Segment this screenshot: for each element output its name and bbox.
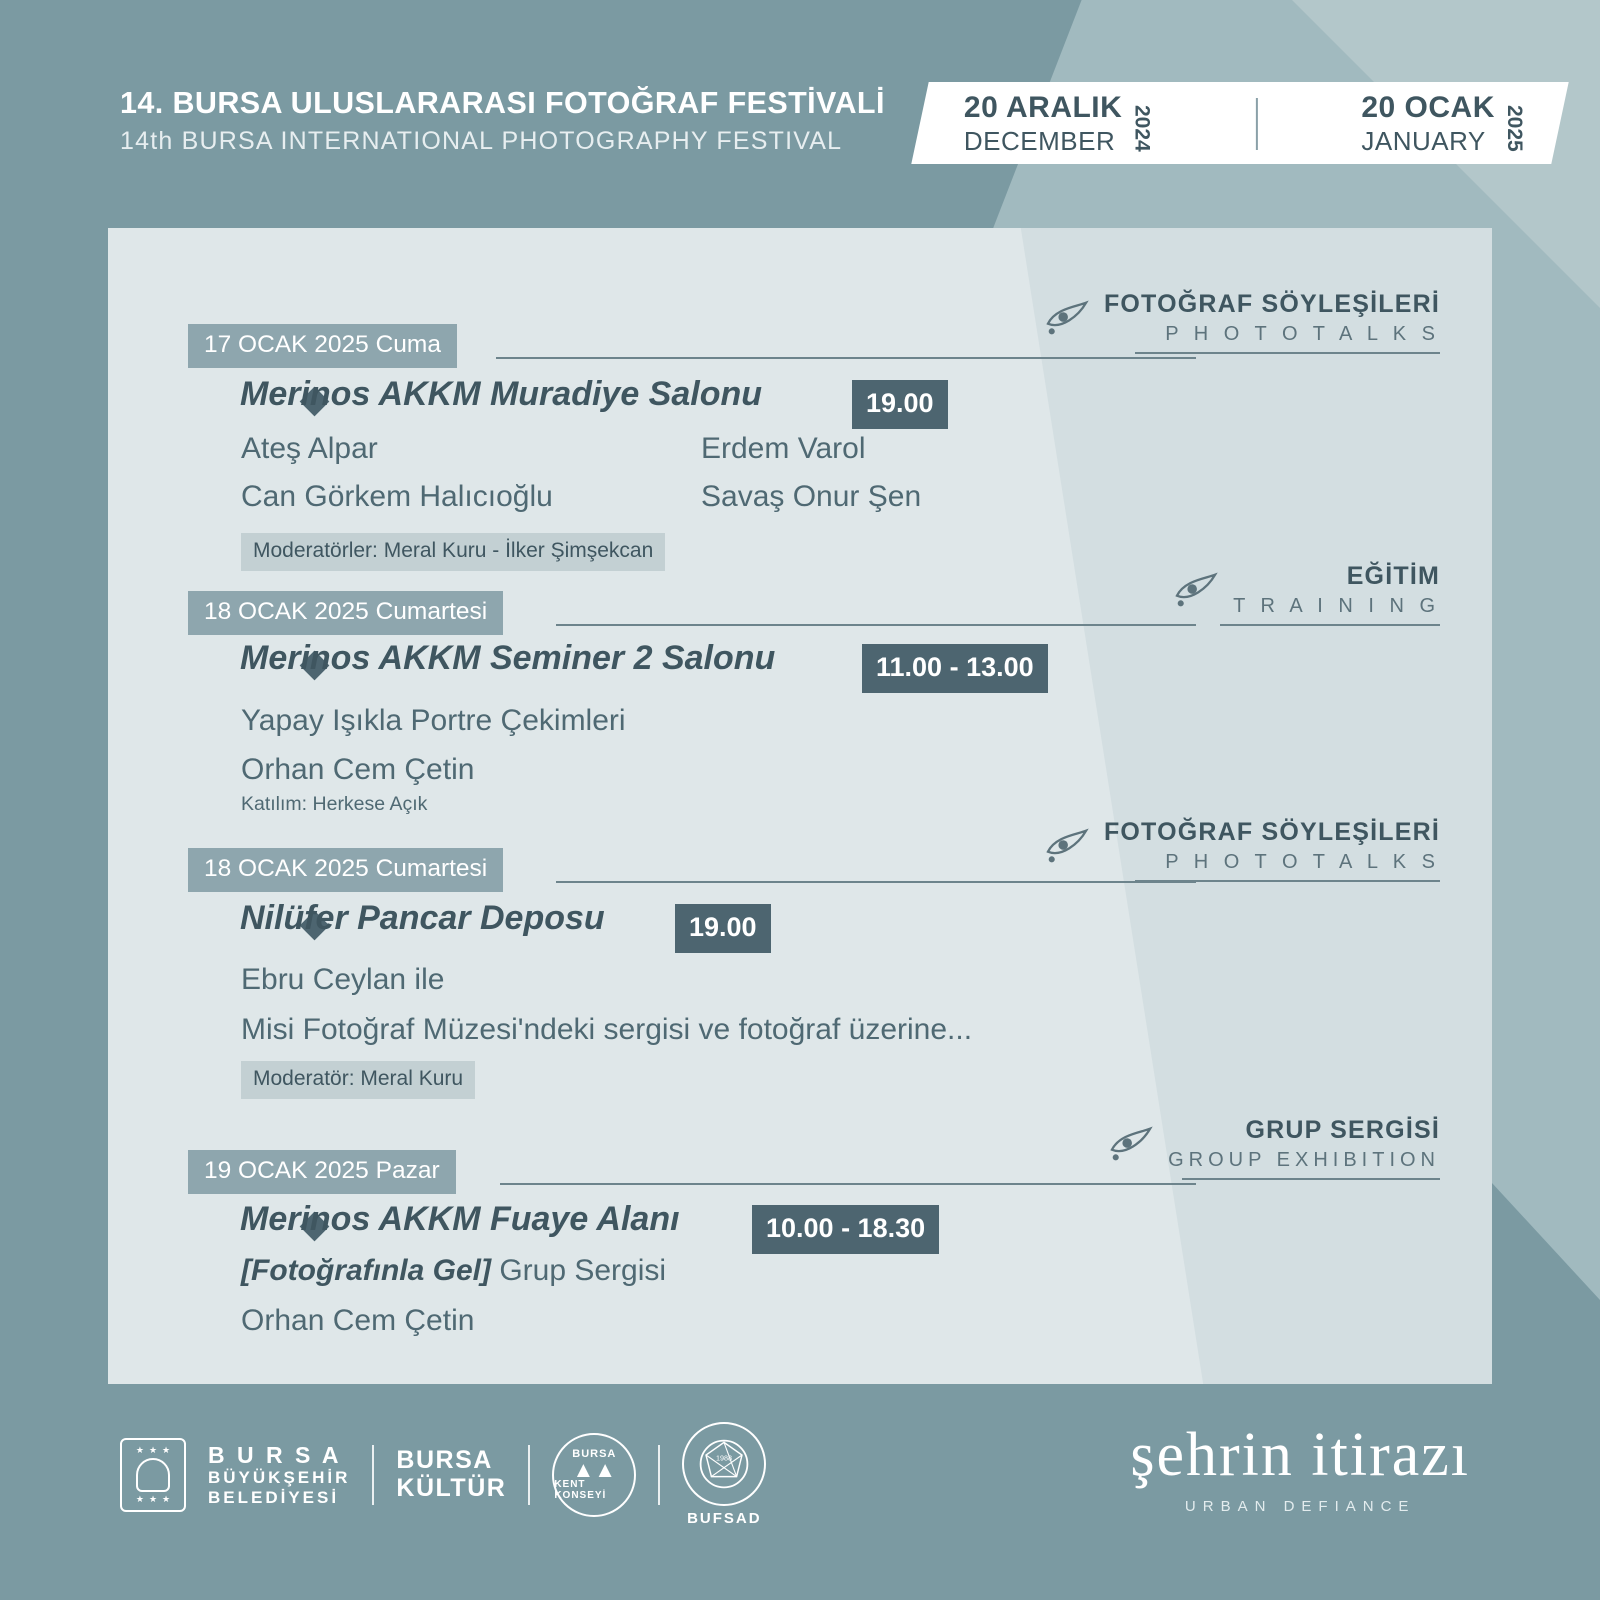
category-photo-talks-1 (1044, 292, 1440, 344)
event-line1-3: Ebru Ceylan ile (241, 963, 445, 996)
event-date-chip-4: 19 OCAK 2025 Pazar (188, 1150, 456, 1194)
category-underline-2 (1220, 624, 1440, 626)
event-person-1-1: Ateş Alpar (241, 432, 378, 465)
date-end-small: JANUARY (1361, 125, 1486, 156)
kultur-line-2: KÜLTÜR (396, 1473, 507, 1502)
event-line2-3: Misi Fotoğraf Müzesi'ndeki sergisi ve fotoğraf üzerine... (241, 1013, 973, 1046)
event-title-4 (241, 1254, 666, 1288)
schedule-card (108, 228, 1492, 1384)
category-label-tr: EĞİTİM (1346, 562, 1440, 590)
date-start-small: DECEMBER (964, 125, 1116, 156)
eye-icon (1173, 569, 1219, 611)
event-venue-1: Merinos AKKM Muradiye Salonu (240, 375, 763, 413)
event-moderator-1: Moderatörler: Meral Kuru - İlker Şimşekcan (241, 533, 665, 571)
category-label-tr: FOTOĞRAF SÖYLEŞİLERİ (1103, 290, 1440, 318)
brand-name: şehrin itirazı (1130, 1421, 1470, 1489)
category-label-tr: FOTOĞRAF SÖYLEŞİLERİ (1103, 818, 1440, 846)
bursa-line-3: BELEDİYESİ (208, 1487, 340, 1507)
event-date-chip-1: 17 OCAK 2025 Cuma (188, 324, 457, 368)
category-label-en: P H O T O T A L K S (1165, 851, 1440, 873)
kent-konseyi-top: BURSA (572, 1447, 617, 1460)
event-time-4: 10.00 - 18.30 (752, 1205, 939, 1254)
festival-title-tr: 14. BURSA ULUSLARARASI FOTOĞRAF FESTİVALİ (120, 86, 885, 120)
category-underline-4 (1182, 1178, 1440, 1180)
event-time-1: 19.00 (852, 380, 948, 429)
festival-date-badge (911, 82, 1568, 164)
event-date-chip-2: 18 OCAK 2025 Cumartesi (188, 591, 503, 635)
event-venue-2: Merinos AKKM Seminer 2 Salonu (240, 639, 776, 677)
date-end-big: 20 OCAK (1361, 90, 1495, 124)
festival-title-en: 14th BURSA INTERNATIONAL PHOTOGRAPHY FESTIVAL (120, 127, 843, 155)
sponsor-logos (120, 1422, 766, 1527)
bursa-municipality-wordmark (208, 1442, 350, 1508)
event-person-1-3: Can Görkem Halıcıoğlu (241, 480, 553, 513)
poster-footer (0, 1384, 1600, 1600)
date-start (964, 90, 1154, 156)
category-underline-1 (1135, 352, 1440, 354)
logo-divider-2 (528, 1445, 530, 1505)
date-end (1361, 90, 1526, 156)
bursa-line-1: B U R S A (208, 1441, 342, 1468)
crest-stars-bottom: ★ ★ ★ (135, 1493, 171, 1504)
event-speaker-4: Orhan Cem Çetin (241, 1304, 475, 1337)
crest-dome-shape (136, 1458, 170, 1492)
date-separator (1256, 97, 1258, 149)
bursa-line-2: BÜYÜKŞEHİR (208, 1468, 351, 1488)
bufsad-label: BUFSAD (687, 1510, 762, 1527)
category-label-tr: GRUP SERGİSİ (1245, 1116, 1440, 1144)
event-speaker-2: Orhan Cem Çetin (241, 753, 475, 786)
event-title-4-bold: [Fotoğrafınla Gel] (241, 1254, 491, 1287)
event-venue-3: Nilüfer Pancar Deposu (240, 899, 605, 937)
mountain-icon: ▲▲ (572, 1456, 617, 1482)
date-rule-3 (556, 881, 1196, 883)
crest-stars-top: ★ ★ ★ (135, 1444, 171, 1455)
category-label-en: T R A I N I N G (1233, 595, 1440, 617)
aperture-shape (697, 1437, 751, 1491)
event-moderator-3: Moderatör: Meral Kuru (241, 1061, 475, 1099)
event-time-3: 19.00 (675, 904, 771, 953)
event-date-chip-3: 18 OCAK 2025 Cumartesi (188, 848, 503, 892)
category-training (1173, 564, 1440, 616)
event-person-1-4: Savaş Onur Şen (701, 480, 922, 513)
festival-titles (120, 86, 885, 156)
event-title-4-rest: Grup Sergisi (491, 1254, 667, 1287)
category-label-en: GROUP EXHIBITION (1168, 1149, 1440, 1171)
svg-text:1988: 1988 (716, 1453, 733, 1463)
event-note-2: Katılım: Herkese Açık (241, 793, 428, 815)
eye-icon (1108, 1123, 1154, 1165)
brand-subtitle: URBAN DEFIANCE (1184, 1498, 1416, 1515)
eye-icon (1044, 297, 1090, 339)
kent-konseyi-logo (552, 1433, 636, 1517)
eye-icon (1044, 825, 1090, 867)
date-start-big: 20 ARALIK (964, 90, 1123, 124)
category-group-exhibition (1108, 1118, 1440, 1170)
bursa-crest-icon (120, 1438, 186, 1512)
date-rule-4 (500, 1183, 1196, 1185)
category-photo-talks-2 (1044, 820, 1440, 872)
bufsad-logo (682, 1422, 766, 1527)
event-topic-2: Yapay Işıkla Portre Çekimleri (241, 704, 626, 737)
date-rule-2 (556, 624, 1196, 626)
date-rule-1 (496, 357, 1196, 359)
poster-header (120, 86, 1600, 176)
kultur-line-1: BURSA (396, 1446, 493, 1474)
category-label-en: P H O T O T A L K S (1165, 323, 1440, 345)
logo-divider-3 (658, 1445, 660, 1505)
logo-divider-1 (372, 1445, 374, 1505)
date-end-year: 2025 (1503, 104, 1526, 152)
aperture-icon (682, 1422, 766, 1506)
event-time-2: 11.00 - 13.00 (862, 644, 1048, 693)
bursa-kultur-wordmark (396, 1447, 506, 1502)
date-start-year: 2024 (1130, 104, 1154, 152)
event-person-1-2: Erdem Varol (701, 432, 866, 465)
kent-konseyi-bottom: KENT KONSEYİ (554, 1479, 607, 1502)
event-venue-4: Merinos AKKM Fuaye Alanı (240, 1200, 680, 1238)
brand-sehrin-itirazi (1130, 1421, 1470, 1515)
